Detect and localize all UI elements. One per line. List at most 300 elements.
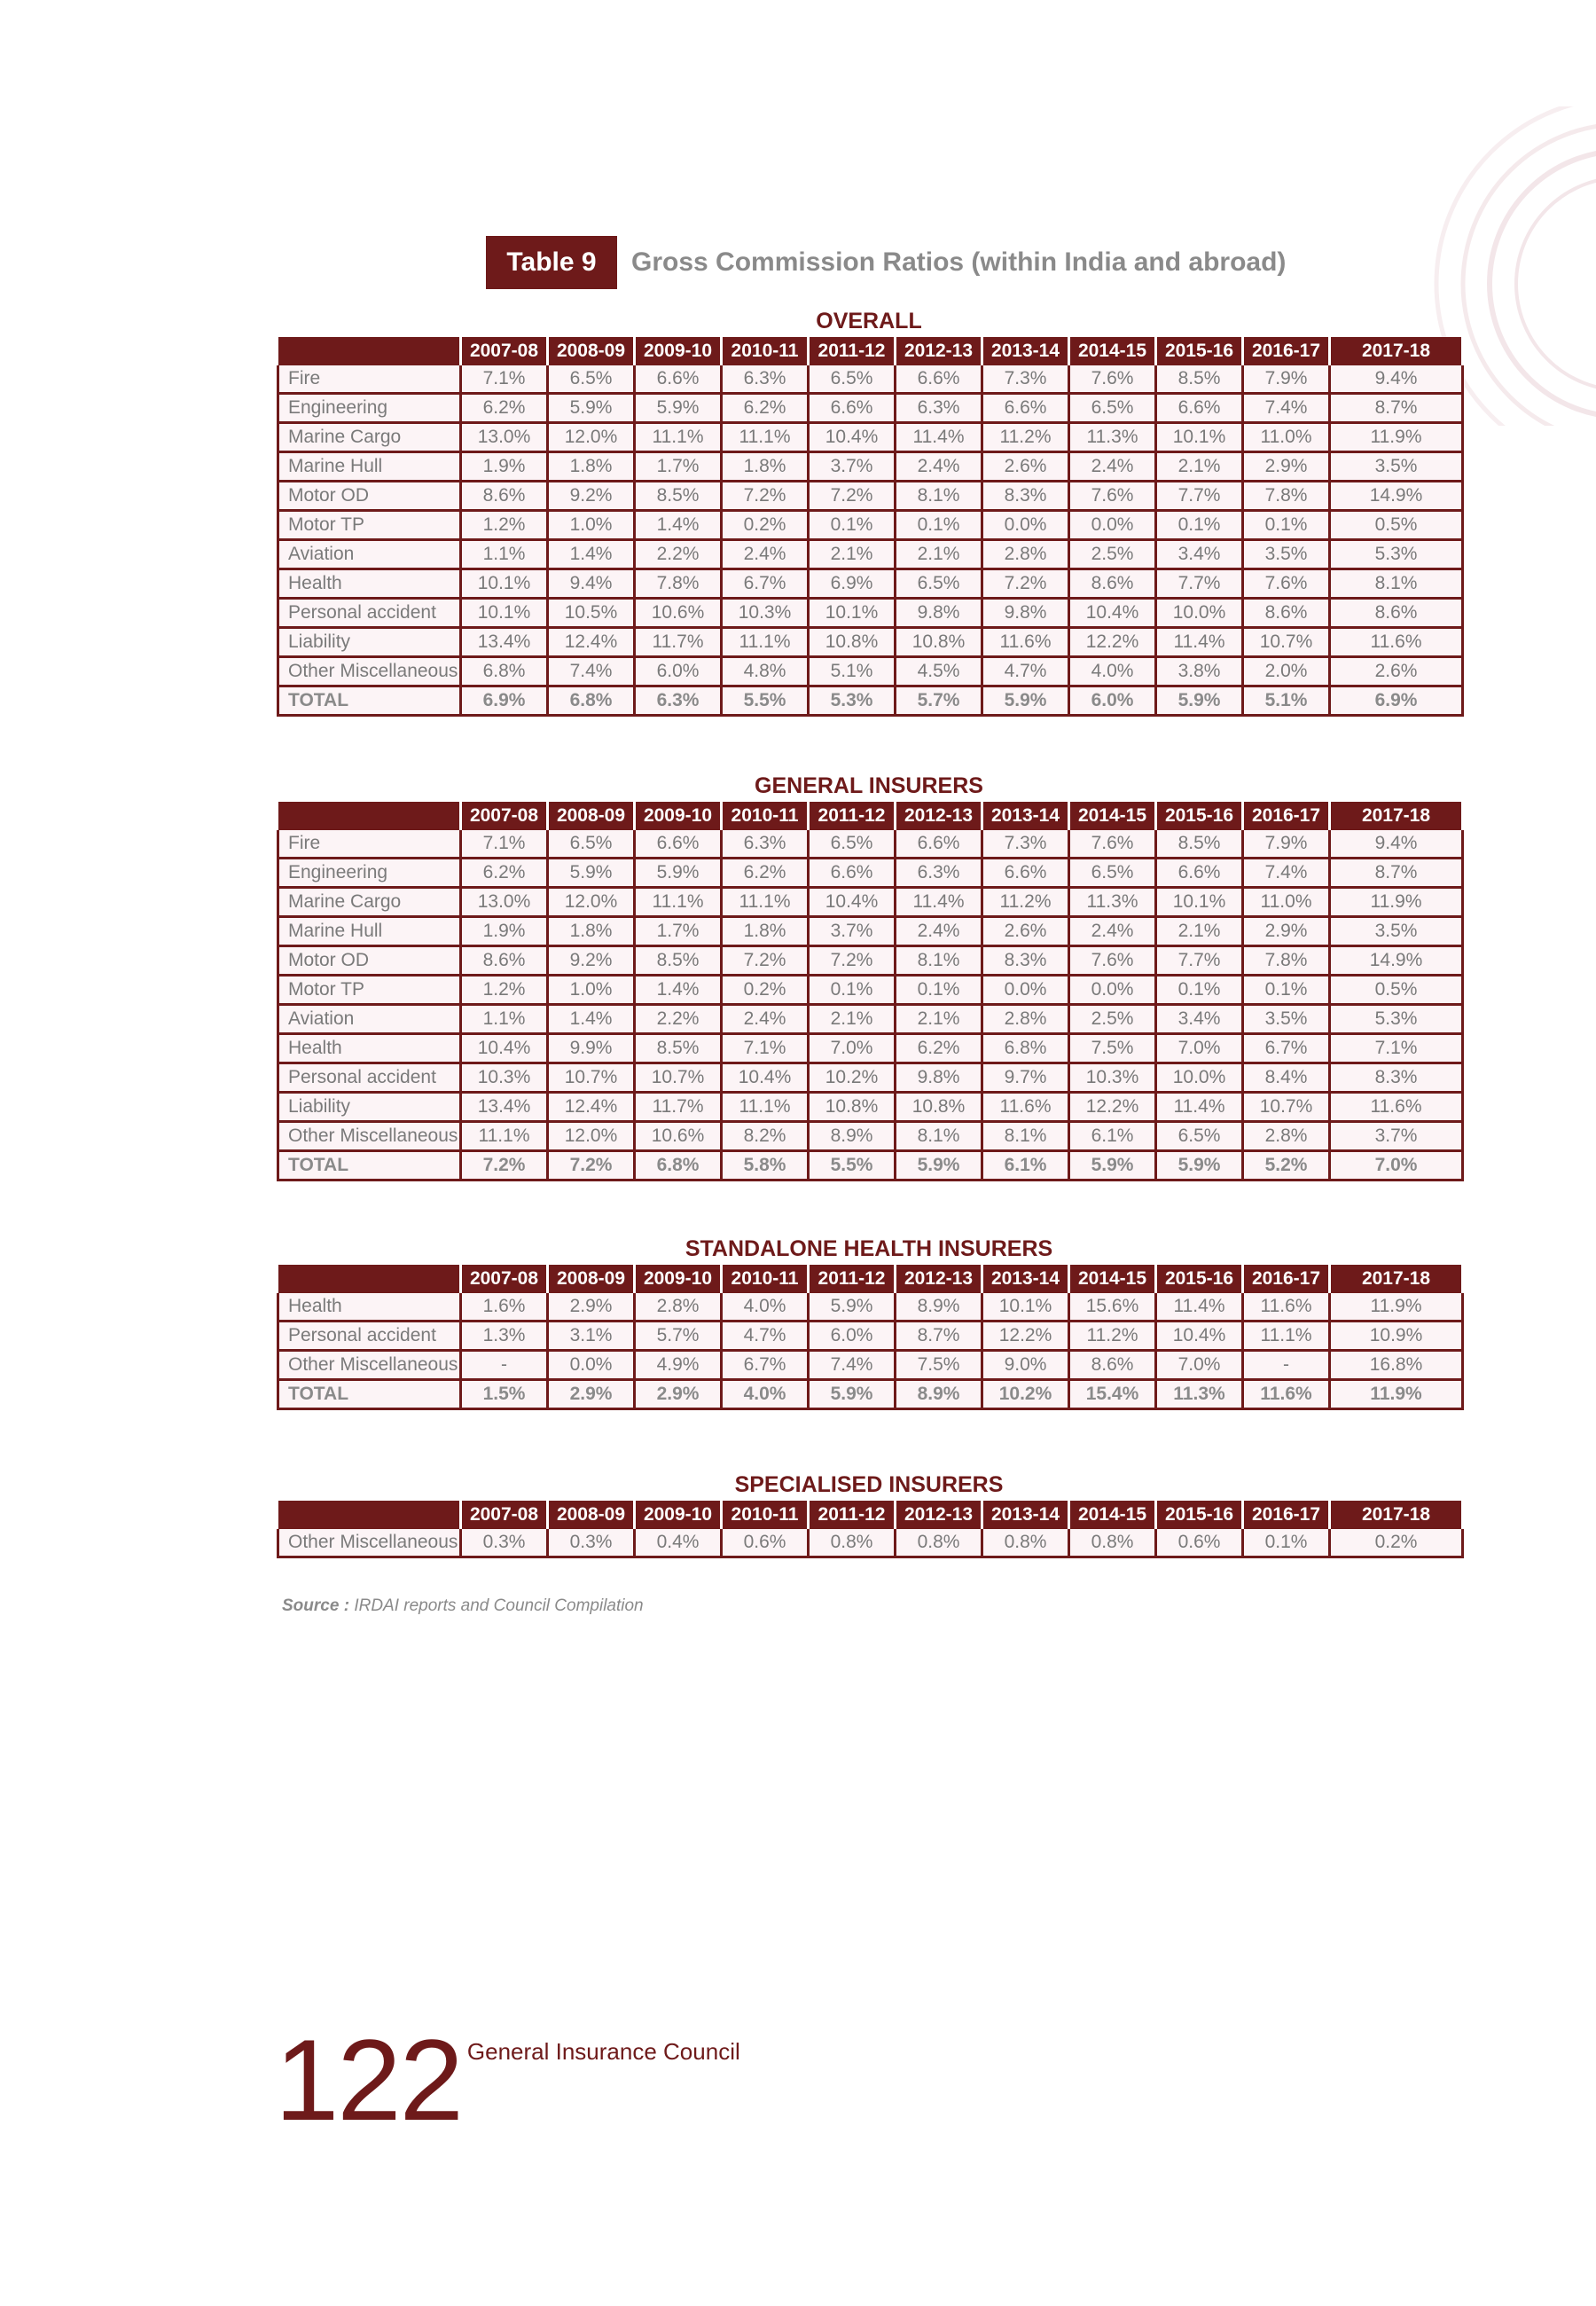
value-cell: 5.9% (1156, 686, 1243, 716)
value-cell: 14.9% (1330, 482, 1463, 511)
value-cell: 11.7% (635, 1093, 722, 1122)
value-cell: 2.8% (635, 1293, 722, 1322)
value-cell: 2.6% (1330, 657, 1463, 686)
value-cell: 6.6% (896, 830, 982, 859)
value-cell: 5.1% (1243, 686, 1330, 716)
value-cell: 1.2% (461, 511, 548, 540)
value-cell: 2.9% (635, 1380, 722, 1409)
value-cell: 7.8% (635, 569, 722, 599)
row-label: Marine Hull (278, 452, 461, 482)
value-cell: 2.5% (1069, 540, 1156, 569)
value-cell: 6.5% (1069, 394, 1156, 423)
value-cell: 8.6% (1069, 569, 1156, 599)
column-header: 2017-18 (1330, 1265, 1463, 1293)
column-header: 2017-18 (1330, 337, 1463, 365)
value-cell: 10.8% (809, 628, 896, 657)
value-cell: 11.1% (722, 888, 809, 917)
value-cell: 10.1% (809, 599, 896, 628)
value-cell: 7.3% (982, 830, 1069, 859)
value-cell: 6.0% (809, 1322, 896, 1351)
column-header: 2015-16 (1156, 802, 1243, 830)
header-label-cell (278, 802, 461, 830)
value-cell: 6.5% (548, 830, 635, 859)
section-title: OVERALL (816, 309, 922, 333)
value-cell: 6.3% (635, 686, 722, 716)
value-cell: 10.1% (982, 1293, 1069, 1322)
value-cell: 9.9% (548, 1034, 635, 1063)
value-cell: 7.9% (1243, 365, 1330, 394)
value-cell: 8.6% (461, 946, 548, 976)
table-title-row (486, 236, 1286, 289)
value-cell: 7.8% (1243, 946, 1330, 976)
value-cell: 0.1% (809, 976, 896, 1005)
value-cell: 6.7% (722, 569, 809, 599)
column-header: 2013-14 (982, 1265, 1069, 1293)
value-cell: 1.0% (548, 976, 635, 1005)
value-cell: 6.3% (896, 859, 982, 888)
column-header: 2011-12 (809, 1265, 896, 1293)
value-cell: 2.4% (722, 1005, 809, 1034)
value-cell: 7.6% (1069, 482, 1156, 511)
column-header: 2015-16 (1156, 1265, 1243, 1293)
column-header: 2017-18 (1330, 802, 1463, 830)
value-cell: 5.7% (635, 1322, 722, 1351)
value-cell: 11.9% (1330, 1293, 1463, 1322)
value-cell: 7.1% (461, 365, 548, 394)
value-cell: 6.0% (1069, 686, 1156, 716)
value-cell: 15.6% (1069, 1293, 1156, 1322)
value-cell: 2.0% (1243, 657, 1330, 686)
column-header: 2012-13 (896, 1265, 982, 1293)
value-cell: 8.9% (896, 1380, 982, 1409)
value-cell: 5.8% (722, 1151, 809, 1180)
value-cell: 5.9% (635, 859, 722, 888)
column-header: 2016-17 (1243, 802, 1330, 830)
value-cell: 11.4% (1156, 1093, 1243, 1122)
data-table (277, 1265, 1464, 1410)
row-label: Health (278, 569, 461, 599)
data-table (277, 802, 1464, 1181)
value-cell: 10.4% (1156, 1322, 1243, 1351)
row-label: Liability (278, 1093, 461, 1122)
column-header: 2014-15 (1069, 1265, 1156, 1293)
value-cell: 6.3% (722, 365, 809, 394)
page-footer (275, 2015, 740, 2145)
value-cell: 11.2% (1069, 1322, 1156, 1351)
value-cell: 8.5% (1156, 830, 1243, 859)
row-label: Marine Hull (278, 917, 461, 946)
value-cell: 8.6% (1330, 599, 1463, 628)
column-header: 2009-10 (635, 337, 722, 365)
value-cell: 12.0% (548, 423, 635, 452)
value-cell: 1.3% (461, 1322, 548, 1351)
value-cell: 9.2% (548, 482, 635, 511)
table-row (278, 1122, 1463, 1151)
row-label: Fire (278, 365, 461, 394)
value-cell: 4.0% (722, 1293, 809, 1322)
value-cell: 6.0% (635, 657, 722, 686)
section-title: STANDALONE HEALTH INSURERS (685, 1236, 1053, 1261)
value-cell: 2.4% (1069, 452, 1156, 482)
value-cell: 5.5% (722, 686, 809, 716)
value-cell: 6.9% (461, 686, 548, 716)
value-cell: 11.6% (982, 628, 1069, 657)
value-cell: 7.5% (1069, 1034, 1156, 1063)
value-cell: 10.6% (635, 599, 722, 628)
row-label: Aviation (278, 1005, 461, 1034)
table-row (278, 917, 1463, 946)
value-cell: 10.0% (1156, 1063, 1243, 1093)
row-label: Motor OD (278, 946, 461, 976)
value-cell: 1.8% (548, 452, 635, 482)
row-label: Health (278, 1034, 461, 1063)
column-header: 2009-10 (635, 1265, 722, 1293)
value-cell: 0.0% (1069, 511, 1156, 540)
value-cell: 11.3% (1156, 1380, 1243, 1409)
table-row (278, 365, 1463, 394)
value-cell: 7.6% (1069, 946, 1156, 976)
value-cell: 8.9% (896, 1293, 982, 1322)
column-header: 2008-09 (548, 1265, 635, 1293)
value-cell: - (461, 1351, 548, 1380)
value-cell: 7.4% (1243, 394, 1330, 423)
value-cell: 7.2% (722, 946, 809, 976)
value-cell: 6.1% (1069, 1122, 1156, 1151)
value-cell: 3.7% (809, 452, 896, 482)
value-cell: 7.1% (722, 1034, 809, 1063)
value-cell: 5.9% (809, 1380, 896, 1409)
value-cell: 6.5% (1156, 1122, 1243, 1151)
column-header: 2015-16 (1156, 1501, 1243, 1529)
column-header: 2015-16 (1156, 337, 1243, 365)
value-cell: 11.7% (635, 628, 722, 657)
value-cell: 10.3% (1069, 1063, 1156, 1093)
value-cell: 8.1% (1330, 569, 1463, 599)
total-row (278, 686, 1463, 716)
value-cell: 9.2% (548, 946, 635, 976)
value-cell: 7.2% (548, 1151, 635, 1180)
table-row (278, 859, 1463, 888)
row-label: Personal accident (278, 1063, 461, 1093)
value-cell: 6.8% (461, 657, 548, 686)
value-cell: 6.2% (896, 1034, 982, 1063)
table-row (278, 1034, 1463, 1063)
value-cell: 0.8% (896, 1529, 982, 1557)
column-header: 2011-12 (809, 337, 896, 365)
value-cell: 16.8% (1330, 1351, 1463, 1380)
value-cell: 11.4% (1156, 628, 1243, 657)
value-cell: 2.9% (548, 1293, 635, 1322)
value-cell: 11.1% (635, 423, 722, 452)
value-cell: 0.2% (722, 976, 809, 1005)
value-cell: 3.1% (548, 1322, 635, 1351)
row-label: Other Miscellaneous (278, 1122, 461, 1151)
value-cell: 1.4% (548, 540, 635, 569)
value-cell: 8.1% (896, 946, 982, 976)
value-cell: 8.5% (635, 946, 722, 976)
value-cell: 10.3% (461, 1063, 548, 1093)
row-label: Personal accident (278, 1322, 461, 1351)
value-cell: 1.2% (461, 976, 548, 1005)
value-cell: 0.5% (1330, 976, 1463, 1005)
row-label: TOTAL (278, 1380, 461, 1409)
row-label: Engineering (278, 394, 461, 423)
value-cell: 11.1% (461, 1122, 548, 1151)
value-cell: 4.7% (722, 1322, 809, 1351)
value-cell: 11.6% (1243, 1293, 1330, 1322)
value-cell: 0.0% (982, 511, 1069, 540)
value-cell: 11.6% (1243, 1380, 1330, 1409)
value-cell: 3.5% (1243, 1005, 1330, 1034)
value-cell: 5.3% (809, 686, 896, 716)
value-cell: 8.5% (1156, 365, 1243, 394)
value-cell: 1.8% (722, 452, 809, 482)
value-cell: 6.2% (461, 394, 548, 423)
row-label: Marine Cargo (278, 423, 461, 452)
value-cell: 8.6% (1069, 1351, 1156, 1380)
value-cell: 7.4% (548, 657, 635, 686)
value-cell: 10.8% (896, 1093, 982, 1122)
column-header: 2009-10 (635, 802, 722, 830)
value-cell: 8.6% (1243, 599, 1330, 628)
value-cell: 7.0% (809, 1034, 896, 1063)
value-cell: 11.1% (722, 628, 809, 657)
table-row (278, 888, 1463, 917)
value-cell: 7.0% (1330, 1151, 1463, 1180)
header-label-cell (278, 1501, 461, 1529)
value-cell: 2.1% (896, 540, 982, 569)
value-cell: 2.1% (1156, 917, 1243, 946)
value-cell: 7.5% (896, 1351, 982, 1380)
value-cell: 5.1% (809, 657, 896, 686)
value-cell: 9.8% (896, 1063, 982, 1093)
value-cell: 10.8% (809, 1093, 896, 1122)
value-cell: 10.4% (809, 423, 896, 452)
value-cell: 2.1% (896, 1005, 982, 1034)
value-cell: 0.0% (548, 1351, 635, 1380)
value-cell: 9.7% (982, 1063, 1069, 1093)
table-row (278, 511, 1463, 540)
section-title: SPECIALISED INSURERS (734, 1472, 1004, 1497)
value-cell: 8.6% (461, 482, 548, 511)
value-cell: 8.5% (635, 482, 722, 511)
value-cell: 2.9% (1243, 452, 1330, 482)
value-cell: 9.0% (982, 1351, 1069, 1380)
column-header: 2010-11 (722, 1501, 809, 1529)
value-cell: 1.6% (461, 1293, 548, 1322)
value-cell: 9.4% (548, 569, 635, 599)
value-cell: 7.2% (722, 482, 809, 511)
value-cell: 6.5% (1069, 859, 1156, 888)
value-cell: 12.0% (548, 888, 635, 917)
value-cell: 10.7% (1243, 628, 1330, 657)
column-header: 2014-15 (1069, 1501, 1156, 1529)
value-cell: 3.4% (1156, 1005, 1243, 1034)
value-cell: 6.3% (896, 394, 982, 423)
row-label: Fire (278, 830, 461, 859)
value-cell: 3.5% (1330, 917, 1463, 946)
value-cell: 4.0% (722, 1380, 809, 1409)
page-number: 122 (275, 2015, 462, 2145)
value-cell: 2.9% (1243, 917, 1330, 946)
value-cell: 6.2% (722, 394, 809, 423)
column-header: 2007-08 (461, 1501, 548, 1529)
column-header: 2008-09 (548, 337, 635, 365)
source-text: IRDAI reports and Council Compilation (354, 1596, 644, 1615)
value-cell: 10.7% (548, 1063, 635, 1093)
value-cell: 2.5% (1069, 1005, 1156, 1034)
value-cell: 7.2% (809, 946, 896, 976)
value-cell: 5.2% (1243, 1151, 1330, 1180)
value-cell: 7.7% (1156, 946, 1243, 976)
value-cell: 7.2% (982, 569, 1069, 599)
value-cell: 6.6% (635, 365, 722, 394)
value-cell: 11.2% (982, 888, 1069, 917)
value-cell: 1.4% (635, 976, 722, 1005)
value-cell: 2.1% (809, 540, 896, 569)
value-cell: 2.4% (896, 452, 982, 482)
value-cell: 4.7% (982, 657, 1069, 686)
value-cell: 1.0% (548, 511, 635, 540)
value-cell: 13.0% (461, 888, 548, 917)
value-cell: 0.1% (896, 511, 982, 540)
table-row (278, 1293, 1463, 1322)
value-cell: 7.9% (1243, 830, 1330, 859)
value-cell: 6.5% (548, 365, 635, 394)
row-label: Engineering (278, 859, 461, 888)
value-cell: 6.3% (722, 830, 809, 859)
value-cell: 7.2% (461, 1151, 548, 1180)
value-cell: 11.9% (1330, 1380, 1463, 1409)
section-overall (277, 305, 1461, 717)
value-cell: 6.6% (809, 394, 896, 423)
row-label: Personal accident (278, 599, 461, 628)
value-cell: 11.9% (1330, 888, 1463, 917)
value-cell: 6.8% (635, 1151, 722, 1180)
value-cell: 2.4% (896, 917, 982, 946)
value-cell: 2.6% (982, 452, 1069, 482)
table-row (278, 540, 1463, 569)
value-cell: 11.4% (896, 423, 982, 452)
value-cell: 7.6% (1069, 365, 1156, 394)
section-general-insurers (277, 770, 1461, 1181)
value-cell: 10.0% (1156, 599, 1243, 628)
row-label: Marine Cargo (278, 888, 461, 917)
value-cell: 11.2% (982, 423, 1069, 452)
value-cell: 1.8% (548, 917, 635, 946)
value-cell: 10.1% (1156, 888, 1243, 917)
column-header: 2016-17 (1243, 1501, 1330, 1529)
header-row (278, 1501, 1463, 1529)
value-cell: 8.5% (635, 1034, 722, 1063)
table-row (278, 830, 1463, 859)
source-note (282, 1596, 644, 1616)
value-cell: 4.8% (722, 657, 809, 686)
value-cell: 10.6% (635, 1122, 722, 1151)
value-cell: 8.4% (1243, 1063, 1330, 1093)
value-cell: 1.5% (461, 1380, 548, 1409)
total-row (278, 1380, 1463, 1409)
value-cell: 0.1% (1156, 976, 1243, 1005)
value-cell: 1.9% (461, 917, 548, 946)
value-cell: 11.1% (722, 1093, 809, 1122)
value-cell: 2.1% (1156, 452, 1243, 482)
value-cell: 6.1% (982, 1151, 1069, 1180)
value-cell: 2.8% (982, 540, 1069, 569)
value-cell: 11.9% (1330, 423, 1463, 452)
section-specialised-insurers (277, 1469, 1461, 1558)
table-row (278, 657, 1463, 686)
column-header: 2017-18 (1330, 1501, 1463, 1529)
value-cell: 6.9% (809, 569, 896, 599)
value-cell: 0.1% (1243, 1529, 1330, 1557)
row-label: TOTAL (278, 686, 461, 716)
value-cell: 10.1% (461, 569, 548, 599)
value-cell: 5.9% (548, 859, 635, 888)
row-label: Other Miscellaneous (278, 657, 461, 686)
row-label: Other Miscellaneous (278, 1529, 461, 1557)
value-cell: 8.7% (1330, 394, 1463, 423)
column-header: 2012-13 (896, 337, 982, 365)
value-cell: 10.7% (635, 1063, 722, 1093)
table-number-badge: Table 9 (486, 236, 617, 289)
value-cell: 1.7% (635, 452, 722, 482)
value-cell: 12.2% (1069, 1093, 1156, 1122)
value-cell: 1.1% (461, 540, 548, 569)
value-cell: 9.4% (1330, 365, 1463, 394)
table-row (278, 1351, 1463, 1380)
value-cell: 7.8% (1243, 482, 1330, 511)
value-cell: 11.6% (1330, 1093, 1463, 1122)
value-cell: 7.1% (461, 830, 548, 859)
value-cell: 3.5% (1330, 452, 1463, 482)
value-cell: 6.8% (548, 686, 635, 716)
value-cell: 7.2% (809, 482, 896, 511)
data-table (277, 337, 1464, 717)
row-label: Motor TP (278, 511, 461, 540)
column-header: 2013-14 (982, 337, 1069, 365)
value-cell: 6.5% (896, 569, 982, 599)
header-label-cell (278, 1265, 461, 1293)
column-header: 2016-17 (1243, 1265, 1330, 1293)
value-cell: 15.4% (1069, 1380, 1156, 1409)
value-cell: 7.6% (1243, 569, 1330, 599)
value-cell: 7.1% (1330, 1034, 1463, 1063)
value-cell: 0.2% (722, 511, 809, 540)
value-cell: 0.0% (1069, 976, 1156, 1005)
column-header: 2010-11 (722, 802, 809, 830)
row-label: Other Miscellaneous (278, 1351, 461, 1380)
value-cell: 13.4% (461, 1093, 548, 1122)
value-cell: 2.4% (722, 540, 809, 569)
column-header: 2007-08 (461, 802, 548, 830)
row-label: Aviation (278, 540, 461, 569)
org-name: General Insurance Council (466, 2038, 740, 2065)
value-cell: 13.0% (461, 423, 548, 452)
value-cell: 0.1% (1243, 976, 1330, 1005)
table-row (278, 599, 1463, 628)
value-cell: 5.9% (982, 686, 1069, 716)
value-cell: 3.8% (1156, 657, 1243, 686)
value-cell: 11.4% (896, 888, 982, 917)
column-header: 2010-11 (722, 337, 809, 365)
value-cell: 10.4% (1069, 599, 1156, 628)
value-cell: 0.1% (1243, 511, 1330, 540)
value-cell: 8.1% (982, 1122, 1069, 1151)
row-label: Motor TP (278, 976, 461, 1005)
value-cell: 11.6% (1330, 628, 1463, 657)
section-title: GENERAL INSURERS (755, 773, 983, 798)
